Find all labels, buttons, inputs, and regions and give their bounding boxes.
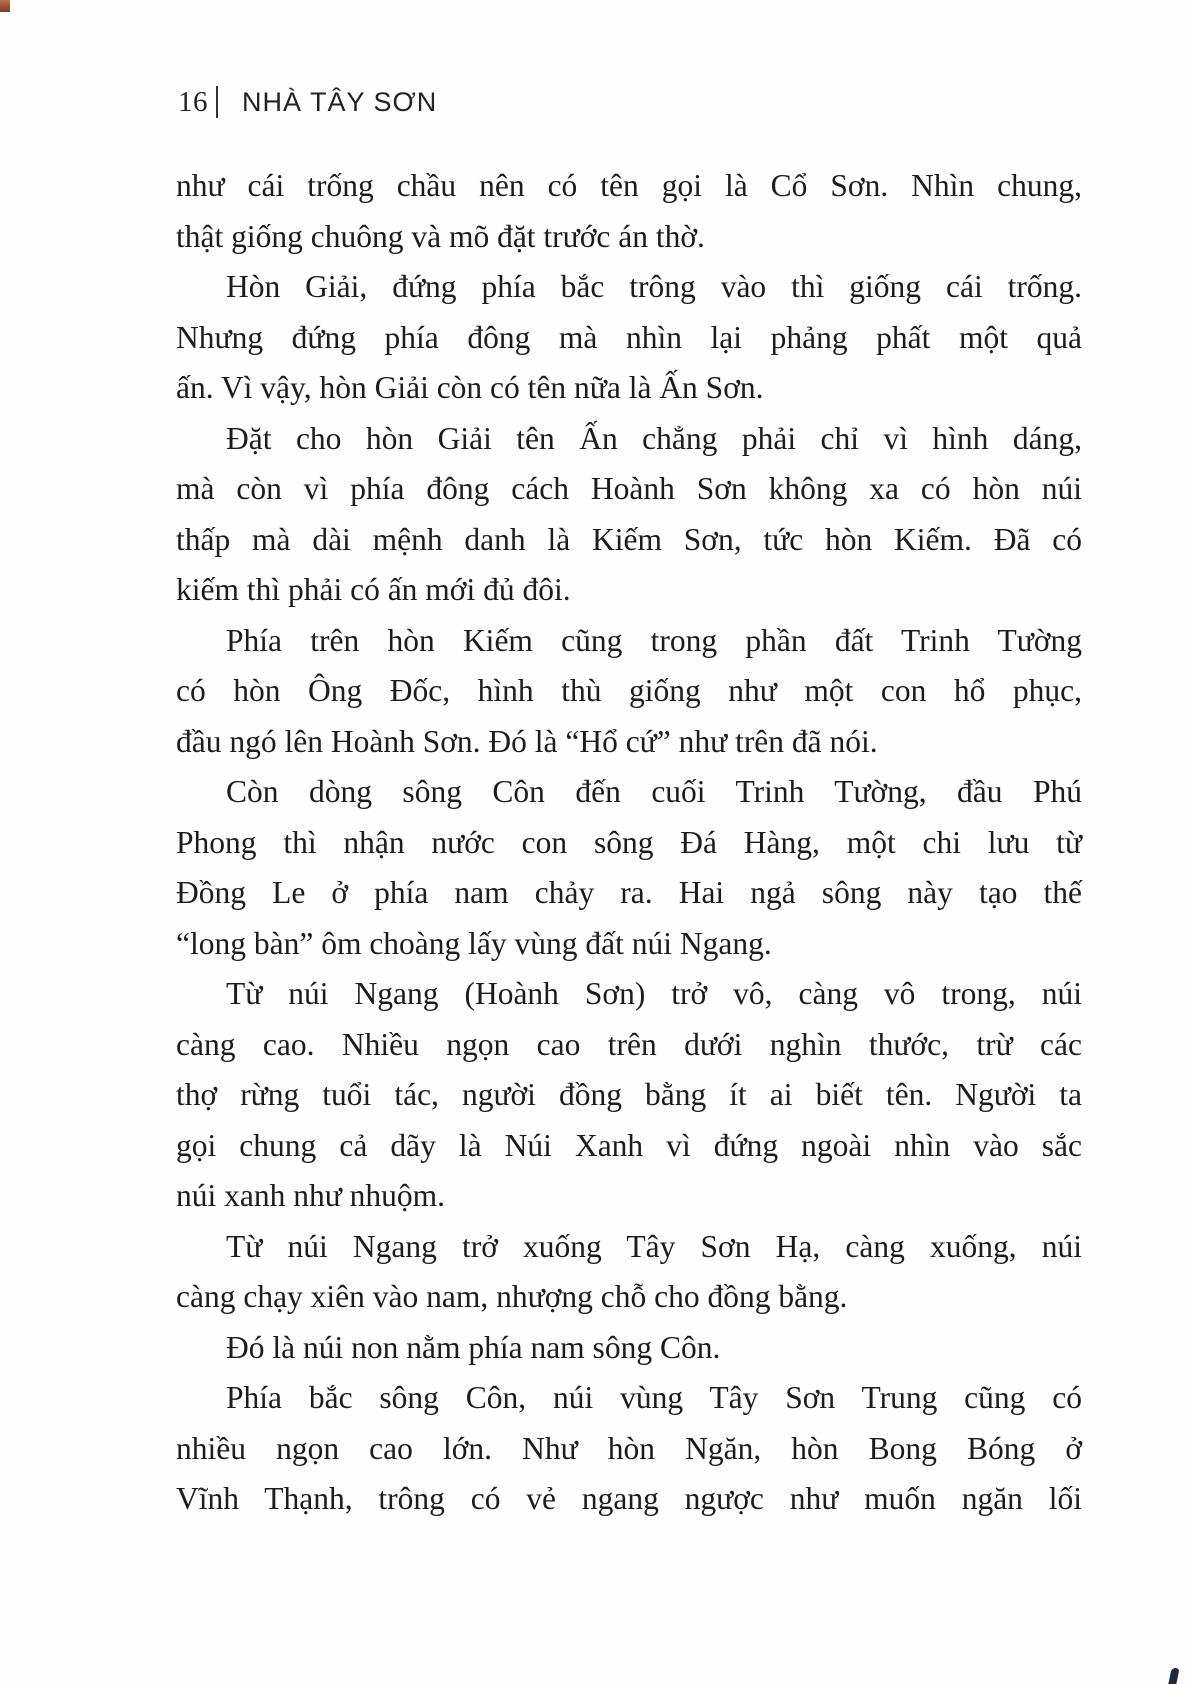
- text-line: Đặt cho hòn Giải tên Ấn chẳng phải chỉ vì hình dáng,: [226, 420, 1082, 456]
- text-line: Từ núi Ngang (Hoành Sơn) trở vô, càng vô trong, núi: [226, 976, 1082, 1011]
- text-line: Phía bắc sông Côn, núi vùng Tây Sơn Trung cũng có: [226, 1380, 1082, 1415]
- scan-corner-mark-top: [0, 0, 10, 12]
- text-line: như cái trống chầu nên có tên gọi là Cổ Sơn. Nhìn chung,: [176, 168, 1082, 203]
- text-line: núi xanh như nhuộm.: [176, 1178, 446, 1213]
- text-line: gọi chung cả dãy là Núi Xanh vì đứng ngoài nhìn vào sắc: [176, 1127, 1082, 1163]
- running-header: [178, 82, 437, 122]
- text-line: Đồng Le ở phía nam chảy ra. Hai ngả sông này tạo thế: [176, 875, 1082, 910]
- text-line: Còn dòng sông Côn đến cuối Trinh Tường, đầu Phú: [226, 774, 1082, 809]
- text-line: có hòn Ông Đốc, hình thù giống như một con hổ phục,: [176, 673, 1082, 708]
- text-line: “long bàn” ôm choàng lấy vùng đất núi Ngang.: [176, 925, 772, 961]
- text-line: Phong thì nhận nước con sông Đá Hàng, một chi lưu từ: [176, 824, 1082, 860]
- text-line: Vĩnh Thạnh, trông có vẻ ngang ngược như muốn ngăn lối: [176, 1481, 1082, 1516]
- text-line: càng cao. Nhiều ngọn cao trên dưới nghìn thước, trừ các: [176, 1026, 1082, 1062]
- text-line: ấn. Vì vậy, hòn Giải còn có tên nữa là Ấn Sơn.: [176, 370, 764, 405]
- text-line: kiếm thì phải có ấn mới đủ đôi.: [176, 572, 571, 607]
- text-line: đầu ngó lên Hoành Sơn. Đó là “Hổ cứ” như trên đã nói.: [176, 723, 878, 759]
- body-text: [176, 161, 1082, 1525]
- header-divider: [216, 86, 218, 118]
- text-line: Hòn Giải, đứng phía bắc trông vào thì giống cái trống.: [226, 269, 1082, 304]
- text-line: Từ núi Ngang trở xuống Tây Sơn Hạ, càng xuống, núi: [226, 1228, 1082, 1264]
- scan-corner-mark-bottom: [1168, 1668, 1179, 1684]
- text-line: Phía trên hòn Kiếm cũng trong phần đất Trinh Tường: [226, 622, 1082, 658]
- book-title: NHÀ TÂY SƠN: [242, 86, 438, 117]
- text-line: mà còn vì phía đông cách Hoành Sơn không xa có hòn núi: [176, 471, 1082, 506]
- text-line: càng chạy xiên vào nam, nhượng chỗ cho đồng bằng.: [176, 1279, 848, 1314]
- page-number: 16: [178, 85, 208, 118]
- text-line: thật giống chuông và mõ đặt trước án thờ.: [176, 218, 705, 254]
- text-line: Nhưng đứng phía đông mà nhìn lại phảng phất một quả: [176, 319, 1082, 355]
- text-line: thợ rừng tuổi tác, người đồng bằng ít ai biết tên. Người ta: [176, 1077, 1082, 1112]
- text-line: thấp mà dài mệnh danh là Kiếm Sơn, tức hòn Kiếm. Đã có: [176, 521, 1082, 557]
- text-line: Đó là núi non nằm phía nam sông Côn.: [226, 1329, 721, 1365]
- text-line: nhiều ngọn cao lớn. Như hòn Ngăn, hòn Bong Bóng ở: [176, 1430, 1082, 1466]
